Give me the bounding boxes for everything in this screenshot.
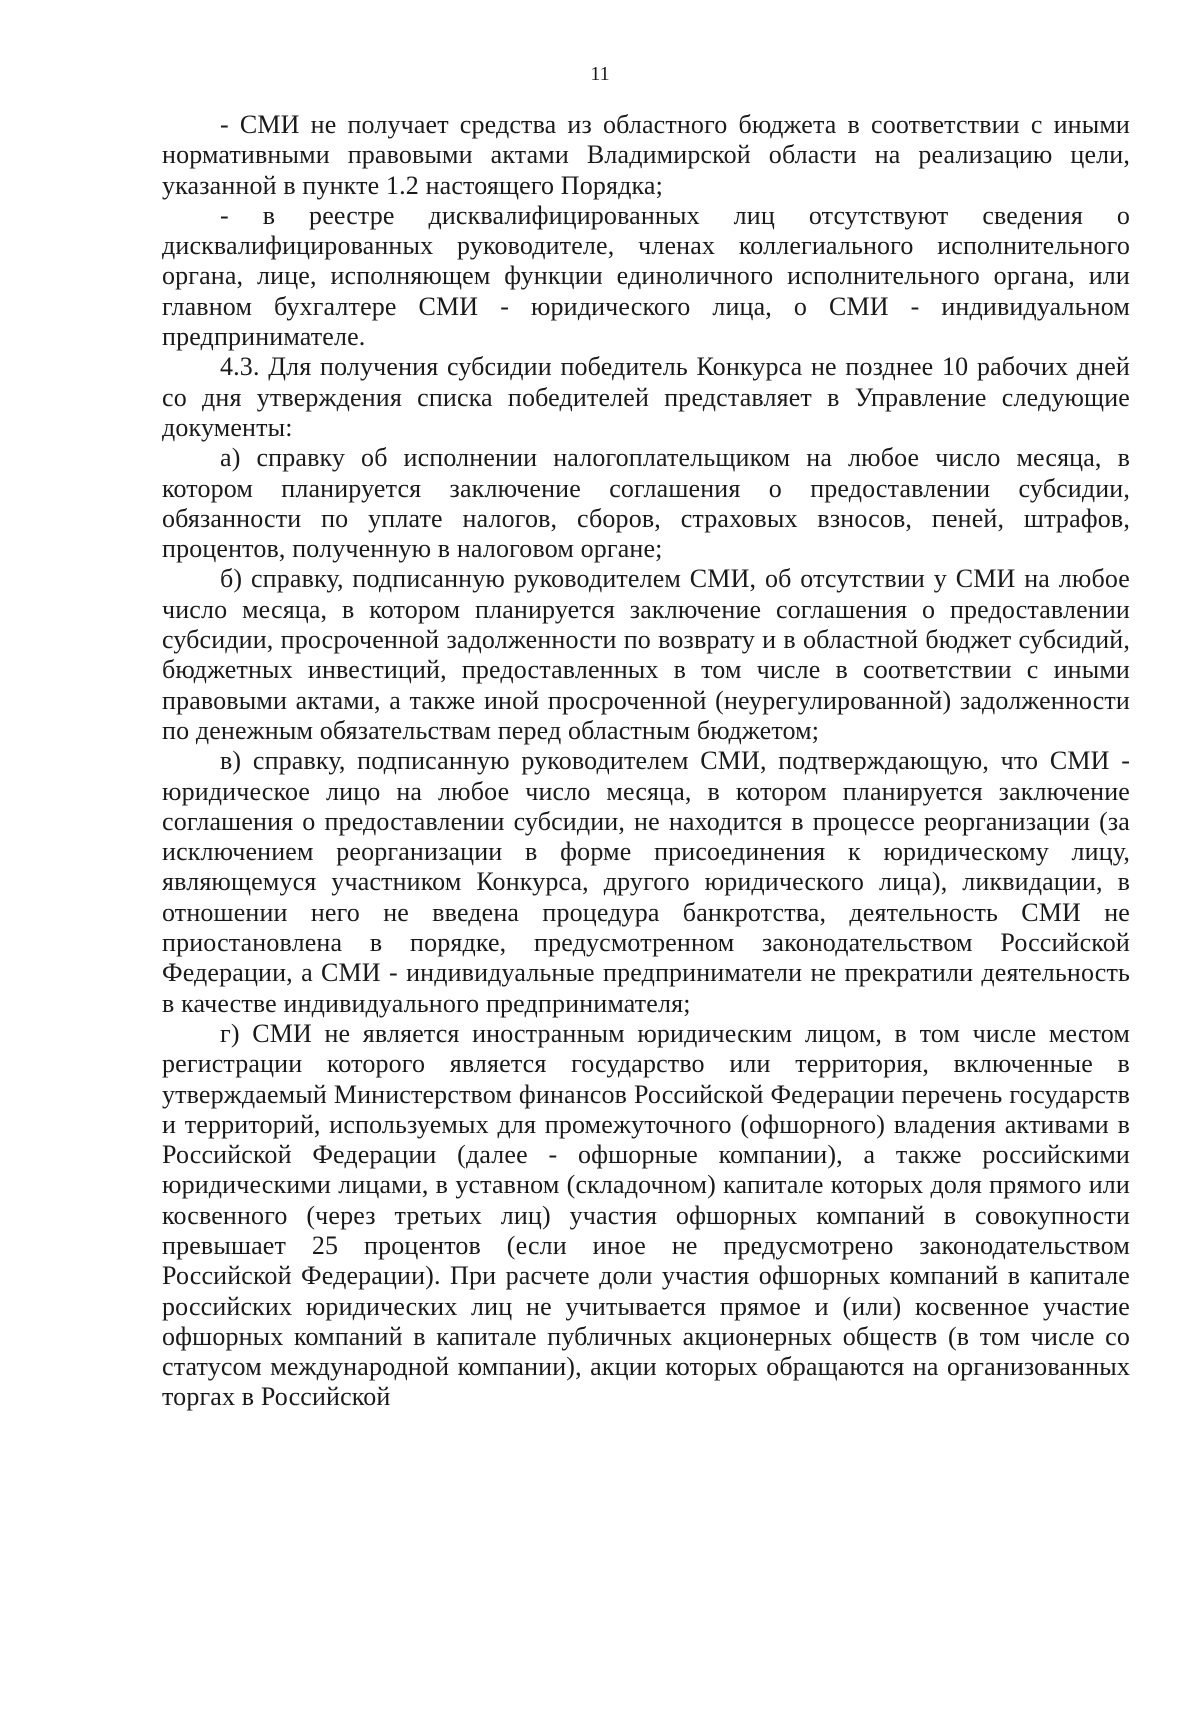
paragraph-item-b: б) справку, подписанную руководителем СМИ, об отсутствии у СМИ на любое число месяца, в котором планируется заключение соглашения о предоставлении субсидии, просроченной задолженности по возврату и в областной бюджет субсидий, бюджетных инвестиций, предоставленных в том числе в соответствии с иными правовыми актами, а также иной просроченной (неурегулированной) задолженности по денежным обязательствам перед областным бюджетом; — [162, 564, 1130, 745]
paragraph-item-g: г) СМИ не является иностранным юридическим лицом, в том числе местом регистрации которого является государство или территория, включенные в утверждаемый Министерством финансов Российской Федерации перечень государств и территорий, используемых для промежуточного (офшорного) владения активами в Российской Федерации (далее - офшорные компании), а также российскими юридическими лицами, в уставном (складочном) капитале которых доля прямого или косвенного (через третьих лиц) участия офшорных компаний в совокупности превышает 25 процентов (если иное не предусмотрено законодательством Российской Федерации). При расчете доли участия офшорных компаний в капитале российских юридических лиц не учитывается прямое и (или) косвенное участие офшорных компаний в капитале публичных акционерных обществ (в том числе со статусом международной компании), акции которых обращаются на организованных торгах в Российской — [162, 1018, 1130, 1412]
page-number: 11 — [590, 63, 610, 85]
paragraph-item-a: а) справку об исполнении налогоплательщиком на любое число месяца, в котором планируется заключение соглашения о предоставлении субсидии, обязанности по уплате налогов, сборов, страховых взносов, пеней, штрафов, процентов, полученную в налоговом органе; — [162, 443, 1130, 564]
document-body — [162, 110, 1130, 1413]
paragraph-no-regional-funds: - СМИ не получает средства из областного бюджета в соответствии с иными нормативными правовыми актами Владимирской области на реализацию цели, указанной в пункте 1.2 настоящего Порядка; — [162, 110, 1130, 200]
paragraph-item-v: в) справку, подписанную руководителем СМИ, подтверждающую, что СМИ - юридическое лицо на любое число месяца, в котором планируется заключение соглашения о предоставлении субсидии, не находится в процессе реорганизации (за исключением реорганизации в форме присоединения к юридическому лицу, являющемуся участником Конкурса, другого юридического лица), ликвидации, в отношении него не введена процедура банкротства, деятельность СМИ не приостановлена в порядке, предусмотренном законодательством Российской Федерации, а СМИ - индивидуальные предприниматели не прекратили деятельность в качестве индивидуального предпринимателя; — [162, 746, 1130, 1018]
paragraph-disqualified-registry: - в реестре дисквалифицированных лиц отсутствуют сведения о дисквалифицированных руководителе, членах коллегиального исполнительного органа, лице, исполняющем функции единоличного исполнительного органа, или главном бухгалтере СМИ - юридического лица, о СМИ - индивидуальном предпринимателе. — [162, 200, 1130, 352]
paragraph-section-4-3: 4.3. Для получения субсидии победитель Конкурса не позднее 10 рабочих дней со дня утверждения списка победителей представляет в Управление следующие документы: — [162, 352, 1130, 442]
